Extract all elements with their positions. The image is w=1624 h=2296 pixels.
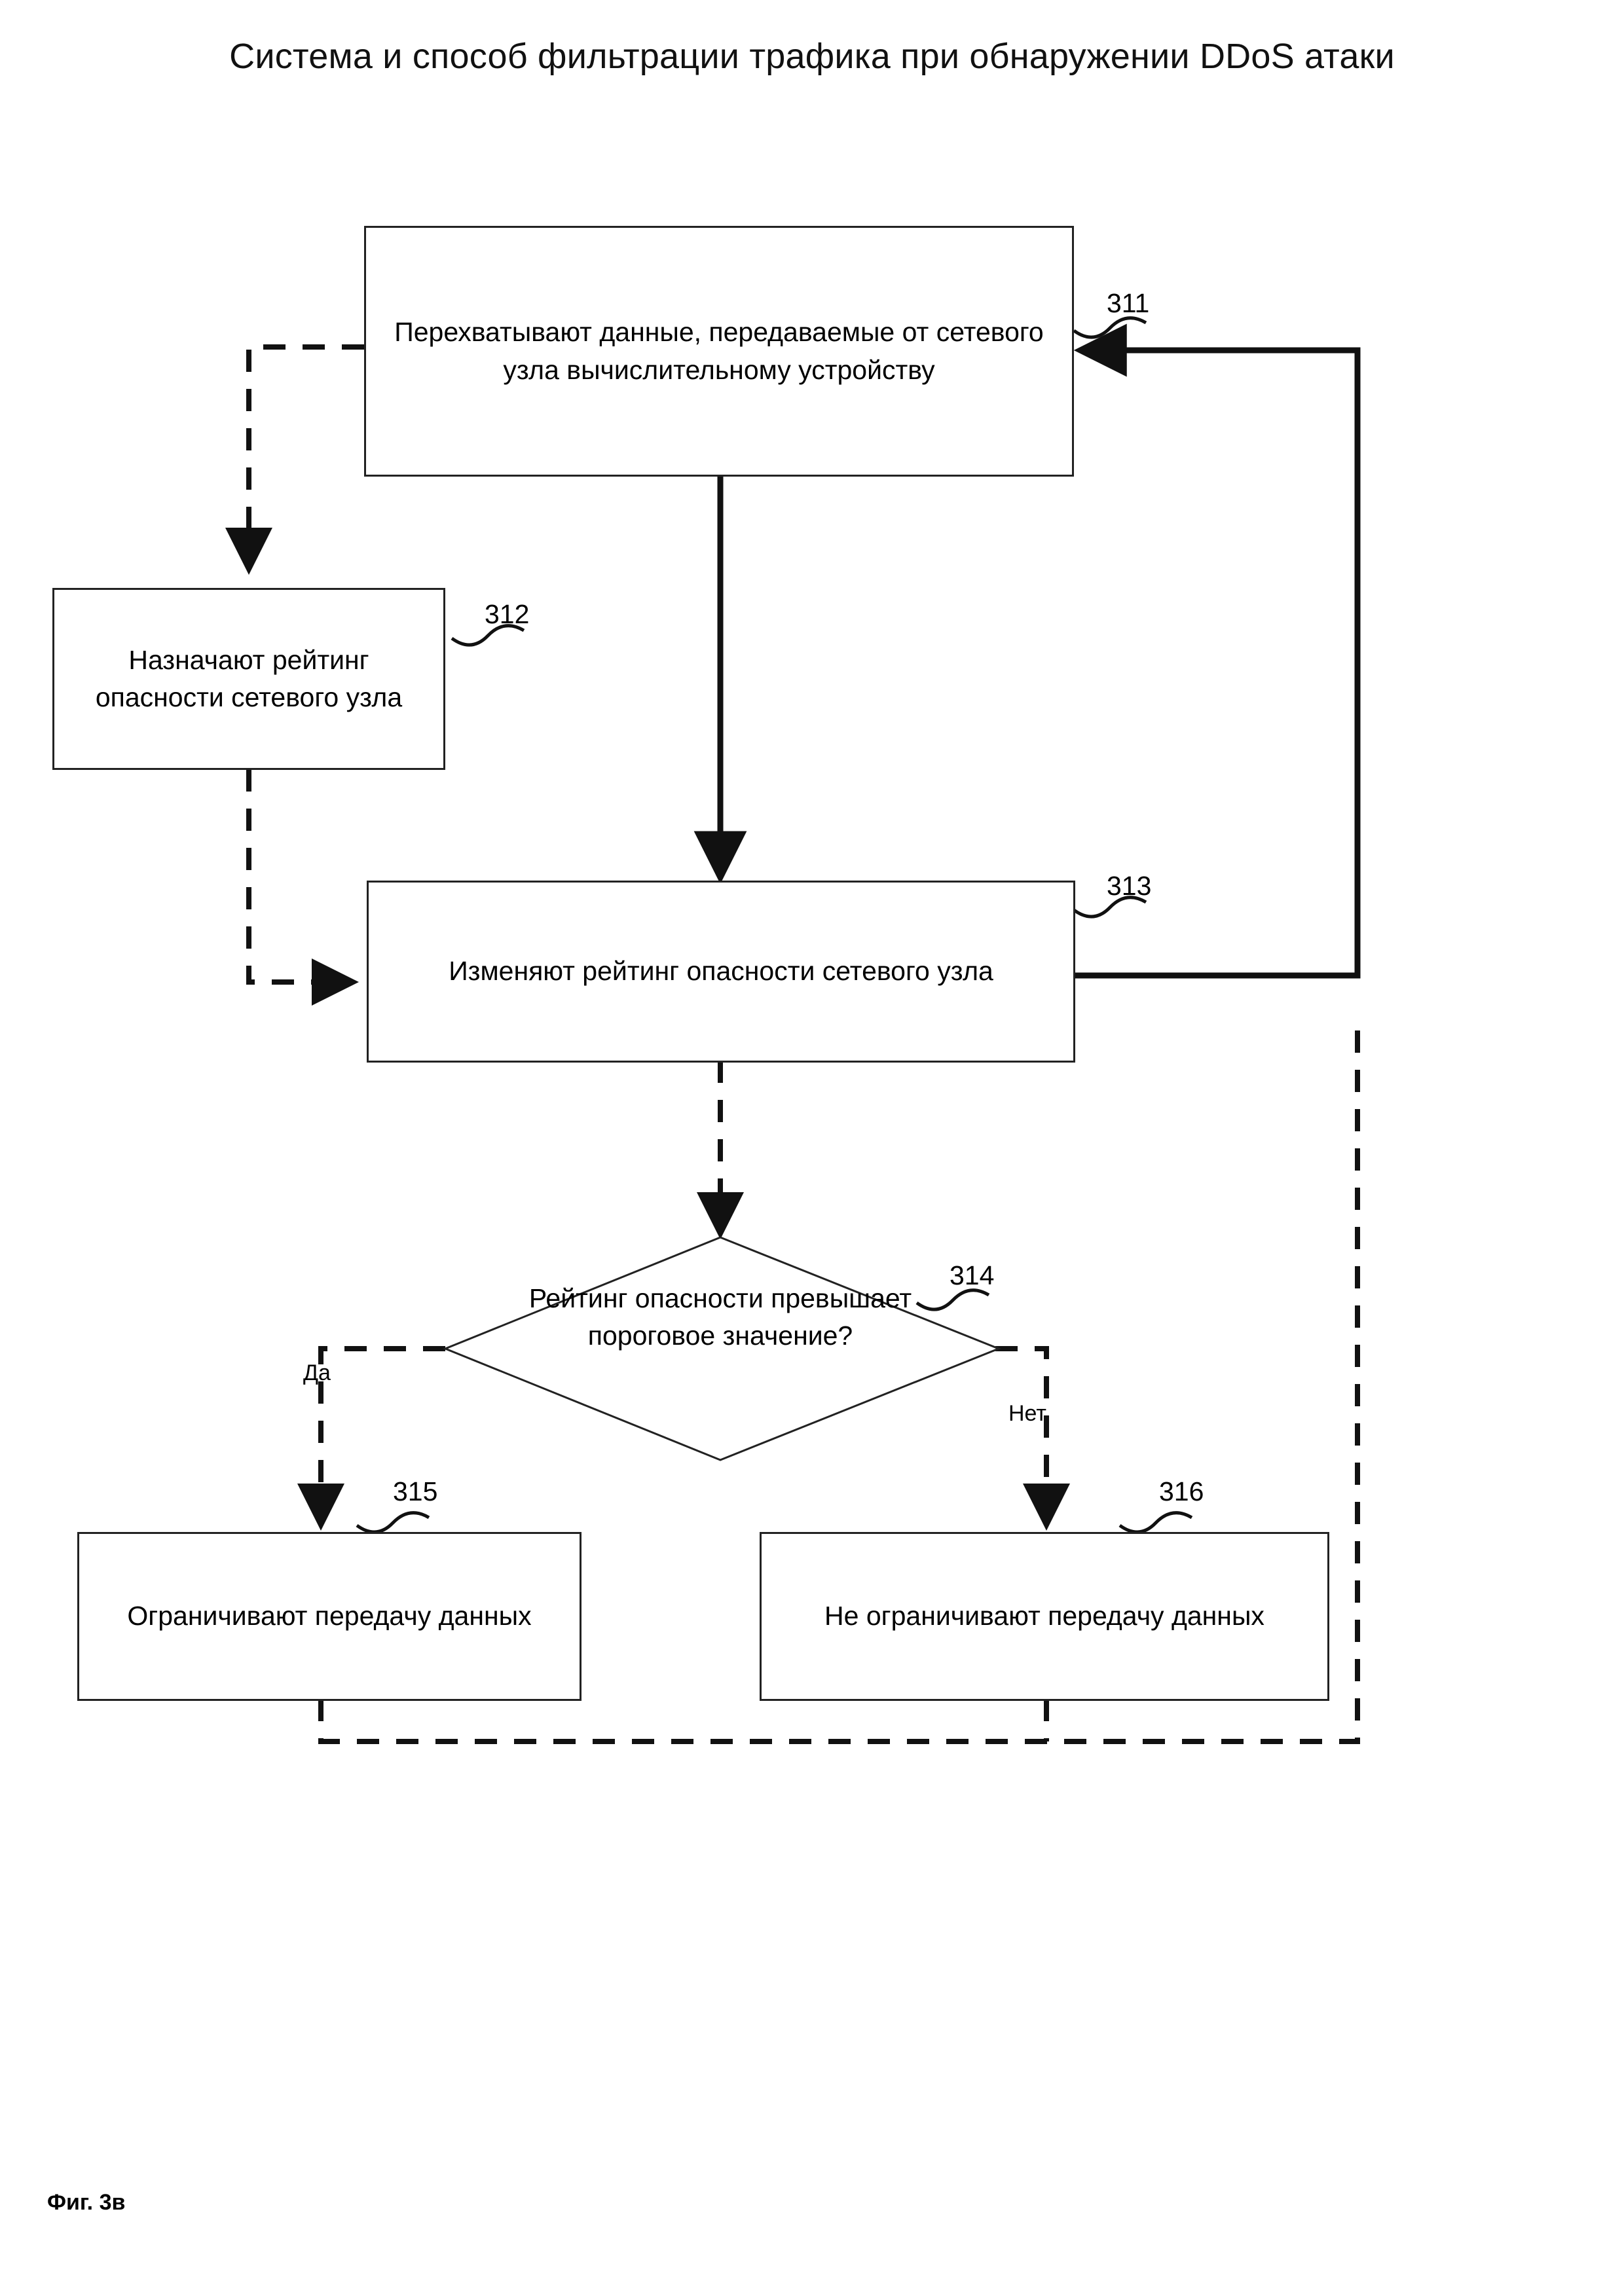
flow-node-313 <box>367 881 1075 1063</box>
flow-node-316-label: Не ограничивают передачу данных <box>824 1601 1264 1631</box>
flow-node-315-label: Ограничивают передачу данных <box>127 1601 532 1631</box>
flow-node-316 <box>760 1532 1329 1701</box>
branch-label-no: Нет <box>1008 1401 1046 1426</box>
flow-node-312-label: Назначают рейтинг опасности сетевого узла <box>95 644 403 712</box>
ref-number-315: 315 <box>393 1476 438 1506</box>
branch-label-yes: Да <box>303 1360 331 1385</box>
flow-node-312 <box>52 588 445 770</box>
flow-node-311-label: Перехватывают данные, передаваемые от сетевого узла вычислительному устройству <box>394 317 1044 385</box>
figure-caption: Фиг. 3в <box>47 2190 126 2215</box>
ref-number-313: 313 <box>1107 871 1152 901</box>
ref-number-316: 316 <box>1159 1476 1204 1506</box>
ref-number-311: 311 <box>1107 288 1150 318</box>
flow-node-314-label: Рейтинг опасности превышает пороговое значение? <box>528 1283 912 1351</box>
ref-number-314: 314 <box>950 1260 995 1290</box>
ref-number-312: 312 <box>485 599 530 629</box>
flow-node-315 <box>77 1532 581 1701</box>
flow-node-313-label: Изменяют рейтинг опасности сетевого узла <box>449 956 993 987</box>
page-title: Система и способ фильтрации трафика при обнаружении DDoS атаки <box>229 37 1395 76</box>
flow-node-311 <box>364 226 1074 477</box>
